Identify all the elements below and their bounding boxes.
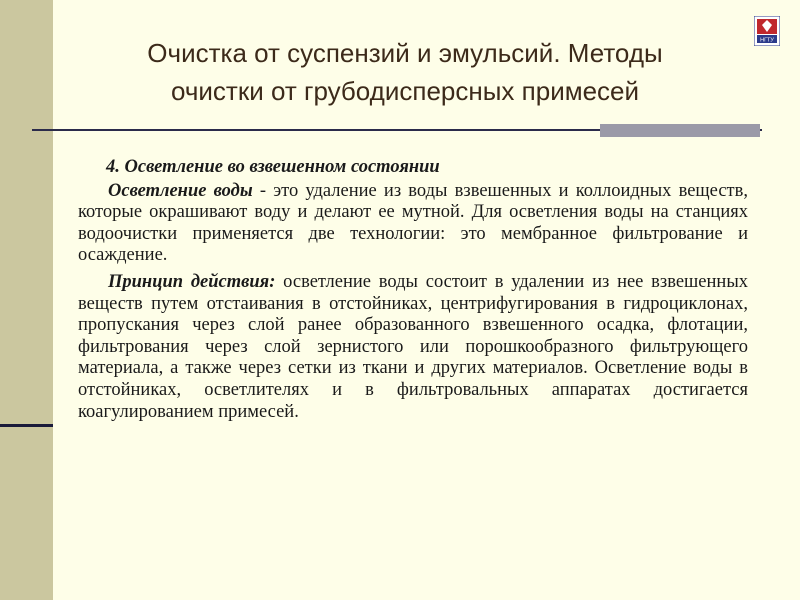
university-logo [754, 16, 780, 46]
logo-text: НГТУ [760, 37, 774, 44]
paragraph-definition-lead: Осветление воды [108, 180, 253, 201]
section-heading [106, 157, 748, 179]
slide-title-line2: очистки от грубодисперсных примесей [170, 76, 640, 106]
left-divider [0, 424, 53, 427]
paragraph-principle-lead: Принцип действия: [108, 271, 276, 292]
section-heading-text: Осветление во взвешенном состоянии [124, 157, 440, 177]
slide-title-line1: Очистка от суспензий и эмульсий. Методы [147, 38, 663, 68]
slide-body [78, 157, 748, 423]
paragraph-definition [78, 181, 748, 267]
left-decorative-band [0, 0, 53, 600]
paragraph-principle-text: осветление воды состоит в удалении из нее взвешенных веществ путем отстаивания в отстойниках, центрифугирования в гидроциклонах, пропускания через слой ранее образованного взвешенного осадка, флотации, фильтрования через слой зернистого или порошкообразного фильтрующего материала, а также через сетки из ткани и других материалов. Осветление воды в отстойниках, осветлителях и в фильтровальных аппаратах достигается коагулированием примесей. [78, 271, 748, 422]
section-number: 4. [106, 157, 120, 177]
paragraph-definition-text: - это удаление из воды взвешенных и коллоидных веществ, которые окрашивают воду и делают ее мутной. Для осветления воды на станциях водоочистки применяется две технологии: это мембранное фильтрование и осаждение. [78, 180, 748, 266]
title-accent-bar [600, 124, 760, 137]
slide-title [80, 34, 730, 110]
paragraph-principle [78, 272, 748, 423]
